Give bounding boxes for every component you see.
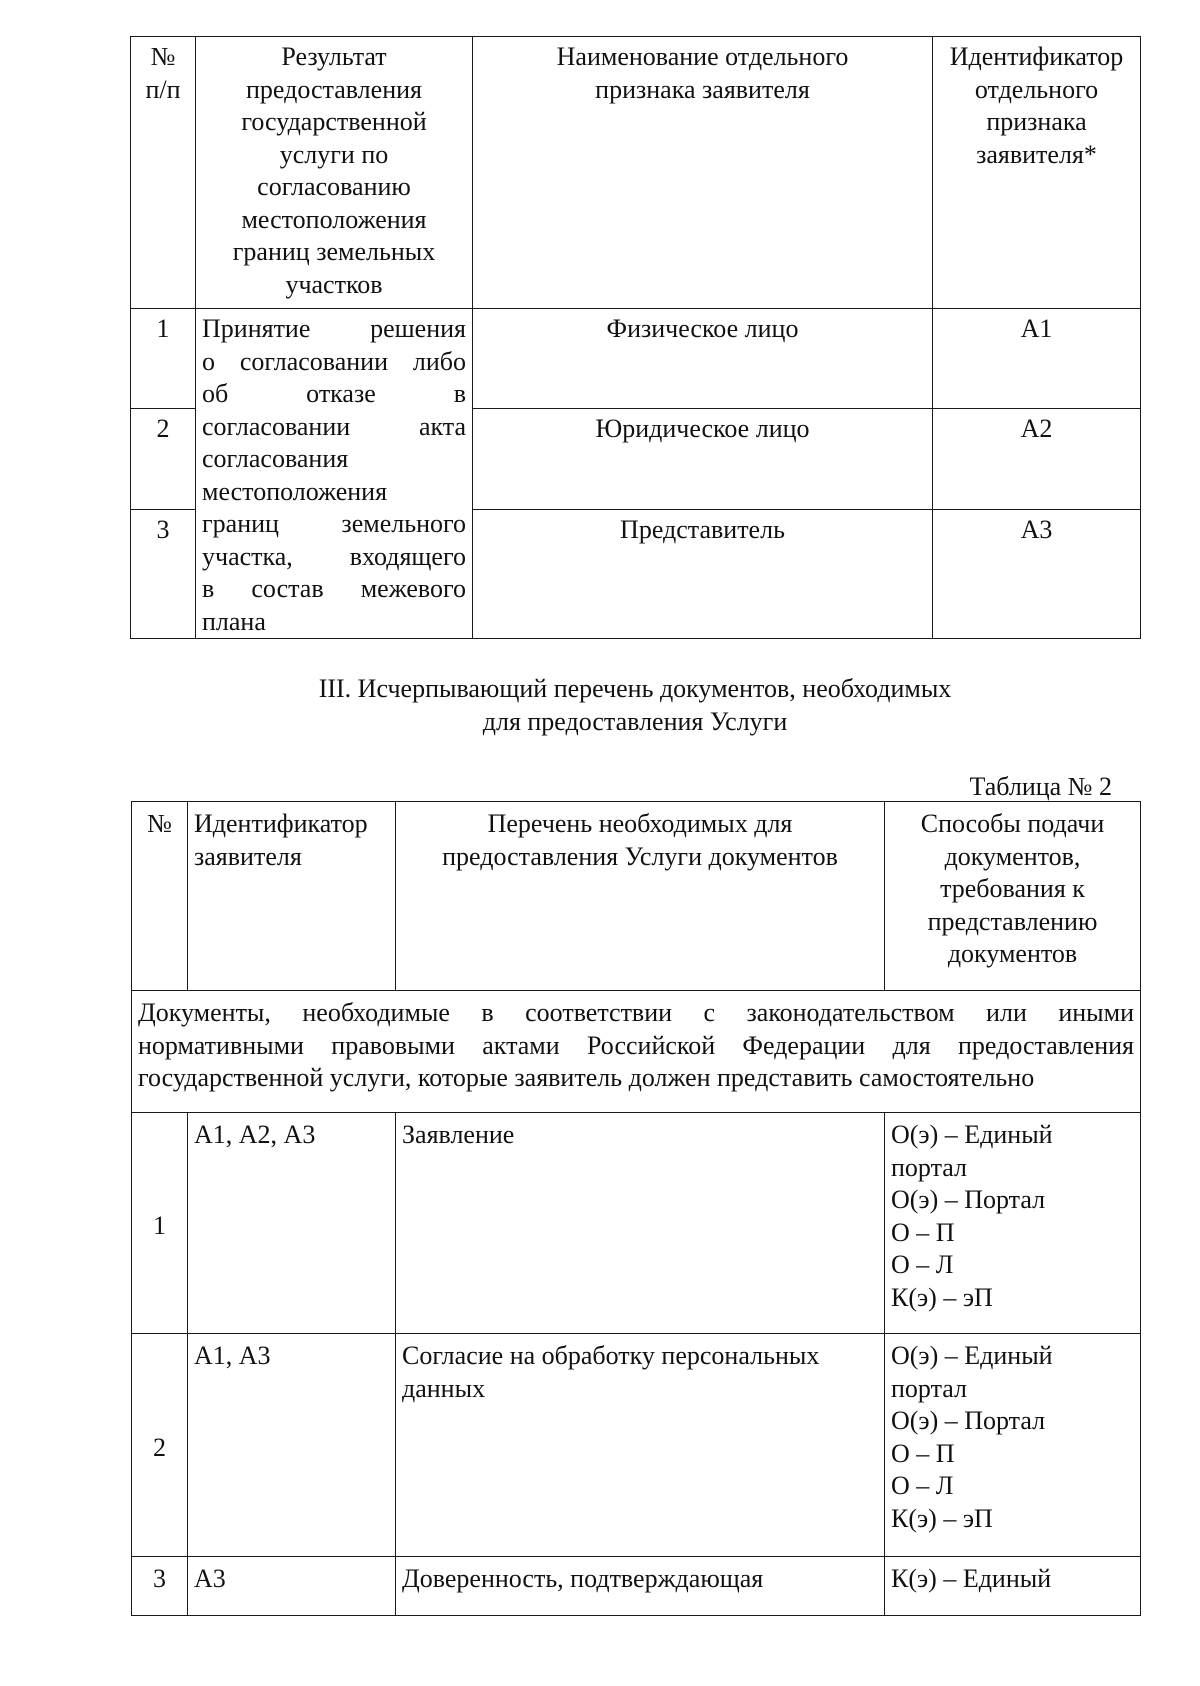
attribute-name: Юридическое лицо bbox=[473, 408, 933, 510]
table-header-row bbox=[131, 37, 1141, 309]
header-submission-methods: Способы подачи документов, требования к представлению документов bbox=[885, 802, 1141, 991]
applicant-id: А1, А3 bbox=[188, 1334, 396, 1557]
row-num: 3 bbox=[132, 1557, 188, 1616]
header-attribute-id: Идентификатор отдельного признака заявителя* bbox=[933, 37, 1141, 309]
document-name: Заявление bbox=[396, 1113, 885, 1334]
submission-methods: О(э) – Единый портал О(э) – Портал О – П О – Л К(э) – эП bbox=[885, 1334, 1141, 1557]
header-documents: Перечень необходимых для предоставления Услуги документов bbox=[396, 802, 885, 991]
attribute-id: А2 bbox=[933, 408, 1141, 510]
table-row bbox=[132, 1334, 1141, 1557]
row-num: 1 bbox=[131, 309, 196, 409]
header-result: Результат предоставления государственной услуги по согласованию местоположения границ земельных участков bbox=[196, 37, 473, 309]
section-row bbox=[132, 991, 1141, 1113]
applicant-id: А3 bbox=[188, 1557, 396, 1616]
applicant-attributes-table bbox=[130, 36, 1141, 639]
row-num: 2 bbox=[131, 408, 196, 510]
attribute-id: А1 bbox=[933, 309, 1141, 409]
submission-methods: О(э) – Единый портал О(э) – Портал О – П О – Л К(э) – эП bbox=[885, 1113, 1141, 1334]
section-heading: III. Исчерпывающий перечень документов, необходимых для предоставления Услуги bbox=[318, 674, 952, 736]
result-cell: Принятие решения о согласовании либо об отказе в согласовании акта согласования местоположения границ земельного участка, входящего в состав межевого плана bbox=[196, 309, 473, 639]
row-num: 2 bbox=[132, 1334, 188, 1557]
row-num: 1 bbox=[132, 1113, 188, 1334]
document-name: Согласие на обработку персональных данных bbox=[396, 1334, 885, 1557]
applicant-id: А1, А2, А3 bbox=[188, 1113, 396, 1334]
document-name: Доверенность, подтверждающая bbox=[396, 1557, 885, 1616]
row-num: 3 bbox=[131, 510, 196, 639]
table-row bbox=[132, 1113, 1141, 1334]
table-row bbox=[132, 1557, 1141, 1616]
documents-table bbox=[131, 801, 1141, 1616]
header-num: № п/п bbox=[131, 37, 196, 309]
section-row-text: Документы, необходимые в соответствии с законодательством или иными нормативными правовыми актами Российской Федерации для предоставления государственной услуги, которые заявитель должен представить самостоятельно bbox=[132, 991, 1141, 1113]
attribute-name: Физическое лицо bbox=[473, 309, 933, 409]
header-applicant-id: Идентификатор заявителя bbox=[188, 802, 396, 991]
attribute-name: Представитель bbox=[473, 510, 933, 639]
header-attribute-name: Наименование отдельного признака заявителя bbox=[473, 37, 933, 309]
attribute-id: А3 bbox=[933, 510, 1141, 639]
table-header-row bbox=[132, 802, 1141, 991]
header-num: № bbox=[132, 802, 188, 991]
table-row bbox=[131, 309, 1141, 409]
table-caption: Таблица № 2 bbox=[969, 772, 1112, 801]
submission-methods: К(э) – Единый bbox=[885, 1557, 1141, 1616]
